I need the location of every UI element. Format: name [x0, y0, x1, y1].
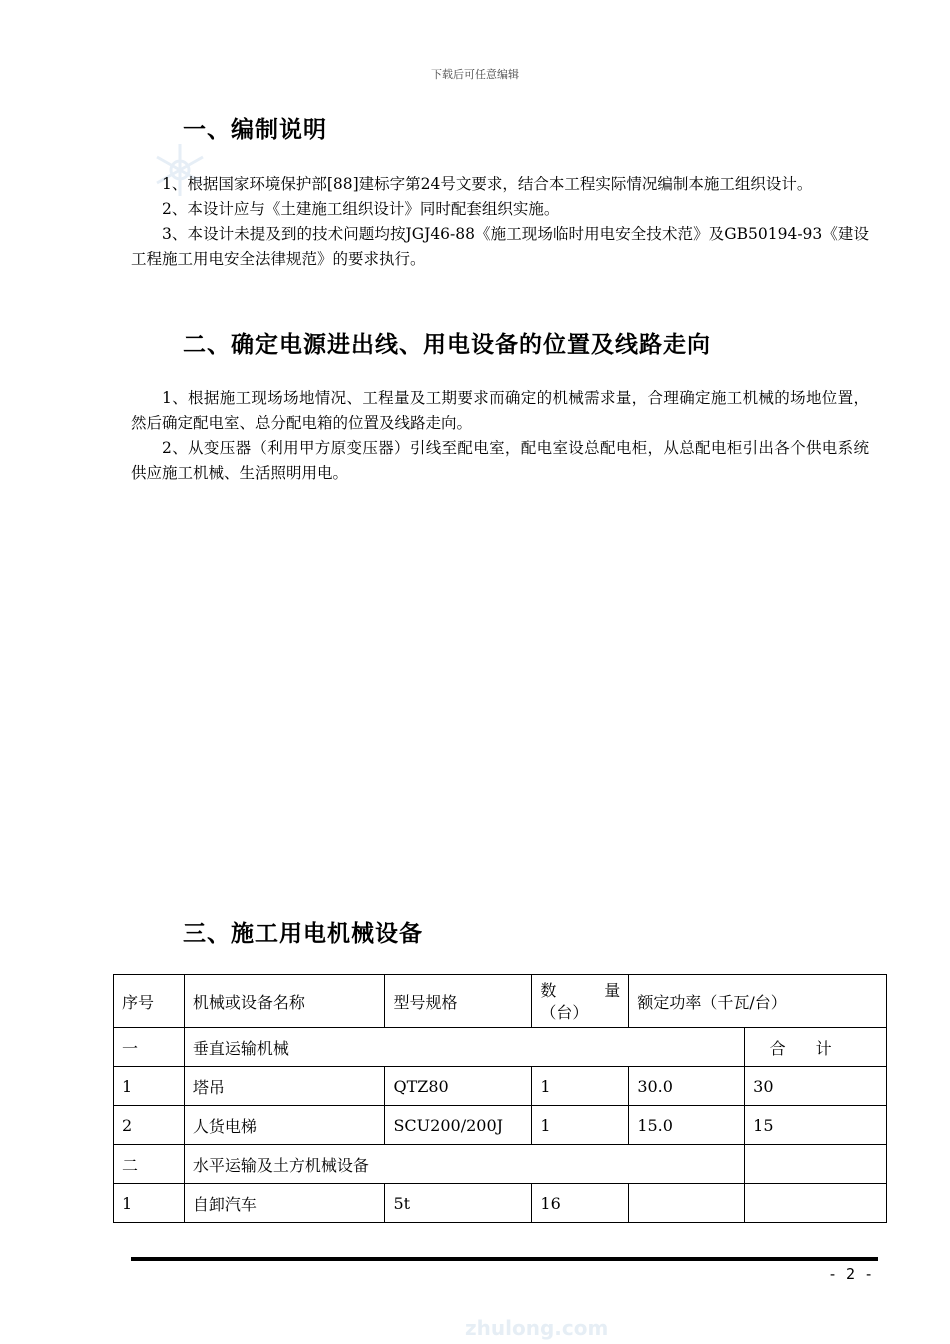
cell-qty: 1: [532, 1067, 629, 1106]
header-qty-b: 量: [604, 981, 621, 1000]
section-title-1: 一、编制说明: [183, 117, 327, 143]
header-name: 机械或设备名称: [184, 975, 385, 1028]
cell-group-name: 垂直运输机械: [184, 1028, 744, 1067]
cell-name: 人货电梯: [184, 1106, 385, 1145]
cell-total: 30: [745, 1067, 887, 1106]
cell-group-name: 水平运输及土方机械设备: [184, 1145, 744, 1184]
header-model: 型号规格: [385, 975, 532, 1028]
cell-qty: 1: [532, 1106, 629, 1145]
cell-name: 自卸汽车: [184, 1184, 385, 1223]
paragraph: 2、从变压器（利用甲方原变压器）引线至配电室，配电室设总配电柜，从总配电柜引出各个供电系统供应施工机械、生活照明用电。: [131, 439, 869, 482]
paragraph: 1、根据国家环境保护部[88]建标字第24号文要求，结合本工程实际情况编制本施工组织设计。: [162, 175, 813, 193]
header-qty-a: 数: [540, 981, 557, 1000]
table-group-row: [114, 1028, 887, 1067]
paragraph: 2、本设计应与《土建施工组织设计》同时配套组织实施。: [162, 200, 560, 218]
section-2-body: [131, 386, 869, 486]
cell-power: [629, 1184, 745, 1223]
cell-name: 塔吊: [184, 1067, 385, 1106]
cell-power: 30.0: [629, 1067, 745, 1106]
table-row: [114, 1106, 887, 1145]
cell-total: [745, 1145, 887, 1184]
cell-model: 5t: [385, 1184, 532, 1223]
cell-no: 2: [114, 1106, 185, 1145]
cell-no: 1: [114, 1184, 185, 1223]
cell-total: [745, 1184, 887, 1223]
paragraph: 1、根据施工现场场地情况、工程量及工期要求而确定的机械需求量，合理确定施工机械的场地位置，然后确定配电室、总分配电箱的位置及线路走向。: [131, 389, 869, 432]
table-header-row: [114, 975, 887, 1028]
header-power: 额定功率（千瓦/台）: [629, 975, 887, 1028]
footer-divider: [131, 1257, 878, 1261]
cell-no: 一: [114, 1028, 185, 1067]
cell-no: 二: [114, 1145, 185, 1184]
cell-qty: 16: [532, 1184, 629, 1223]
table-row: [114, 1067, 887, 1106]
header-qty-c: （台）: [540, 1003, 589, 1022]
header-qty: [532, 975, 629, 1028]
cell-power: 15.0: [629, 1106, 745, 1145]
equipment-table: [113, 974, 887, 1223]
cell-no: 1: [114, 1067, 185, 1106]
cell-total: 15: [745, 1106, 887, 1145]
section-title-3: 三、施工用电机械设备: [183, 921, 423, 947]
cell-total-label: 合计: [745, 1028, 887, 1067]
table-group-row: [114, 1145, 887, 1184]
table-row: [114, 1184, 887, 1223]
cell-model: QTZ80: [385, 1067, 532, 1106]
paragraph: 3、本设计未提及到的技术问题均按JGJ46-88《施工现场临时用电安全技术范》及GB50194-93《建设工程施工用电安全法律规范》的要求执行。: [131, 225, 869, 268]
page-number: - 2 -: [828, 1265, 874, 1283]
section-1-body: [131, 172, 869, 272]
header-no: 序号: [114, 975, 185, 1028]
site-watermark: zhulong.com: [465, 1316, 609, 1340]
section-title-2: 二、确定电源进出线、用电设备的位置及线路走向: [183, 332, 711, 358]
page-header: 下载后可任意编辑: [431, 68, 519, 81]
cell-model: SCU200/200J: [385, 1106, 532, 1145]
